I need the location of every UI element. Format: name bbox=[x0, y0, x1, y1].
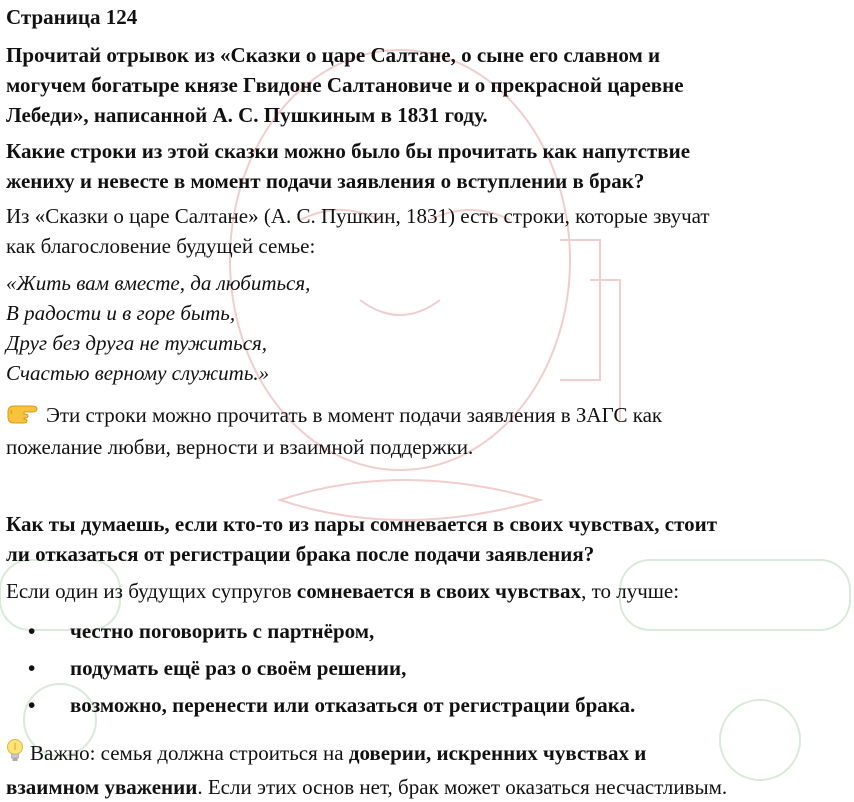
poem-line: «Жить вам вместе, да любиться, bbox=[6, 271, 311, 295]
bullet-marker: • bbox=[28, 693, 36, 717]
emphasis: взаимном уважении bbox=[6, 775, 198, 800]
pointing-hand-icon bbox=[6, 402, 40, 432]
list-item-text: честно поговорить с партнёром, bbox=[70, 619, 375, 643]
emphasis: доверии, искренних чувствах и bbox=[348, 741, 647, 765]
note-line: пожелание любви, верности и взаимной поддержки. bbox=[6, 435, 474, 460]
lightbulb-icon bbox=[6, 738, 24, 772]
question-1-line: жениху и невесте в момент подачи заявления о вступлении в брак? bbox=[6, 169, 645, 193]
list-item-text: подумать ещё раз о своём решении, bbox=[70, 656, 407, 680]
page-title: Страница 124 bbox=[6, 5, 138, 29]
poem-quote bbox=[6, 268, 846, 388]
bullet-marker: • bbox=[28, 656, 36, 680]
task-line: Прочитай отрывок из «Сказки о царе Салтане, о сыне его славном и bbox=[6, 43, 661, 67]
answer-2-intro: Если один из будущих супругов сомневается в своих чувствах, то лучше: bbox=[6, 579, 680, 603]
task-line: могучем богатыре князе Гвидоне Салтановиче и о прекрасной царевне bbox=[6, 73, 684, 97]
note-line: Эти строки можно прочитать в момент подачи заявления в ЗАГС как bbox=[46, 403, 663, 427]
question-1-line: Какие строки из этой сказки можно было бы прочитать как напутствие bbox=[6, 139, 691, 163]
question-2-line: Как ты думаешь, если кто-то из пары сомневается в своих чувствах, стоит bbox=[6, 512, 718, 536]
answer-1-note bbox=[6, 400, 846, 462]
question-1 bbox=[6, 136, 846, 196]
poem-line: В радости и в горе быть, bbox=[6, 301, 236, 325]
bullet-marker: • bbox=[28, 619, 36, 643]
question-2-line: ли отказаться от регистрации брака после подачи заявления? bbox=[6, 542, 595, 566]
task-line: Лебеди», написанной А. С. Пушкиным в 1831 году. bbox=[6, 103, 488, 127]
answer-1-intro bbox=[6, 201, 846, 261]
poem-line: Счастью верному служить.» bbox=[6, 361, 270, 385]
question-2 bbox=[6, 509, 846, 569]
poem-line: Друг без друга не тужиться, bbox=[6, 331, 268, 355]
list-item-text: возможно, перенести или отказаться от регистрации брака. bbox=[70, 693, 636, 717]
answer-2-tip: Важно: семья должна строиться на доверии, искренних чувствах и взаимном уважении. Если этих основ нет, брак может оказаться несчастливым. bbox=[6, 738, 846, 802]
answer-1-intro-line: как благословение будущей семье: bbox=[6, 234, 316, 258]
task-prompt bbox=[6, 40, 846, 130]
emphasis: сомневается в своих чувствах bbox=[296, 579, 582, 603]
answer-1-intro-line: Из «Сказки о царе Салтане» (А. С. Пушкин, 1831) есть строки, которые звучат bbox=[6, 204, 710, 228]
